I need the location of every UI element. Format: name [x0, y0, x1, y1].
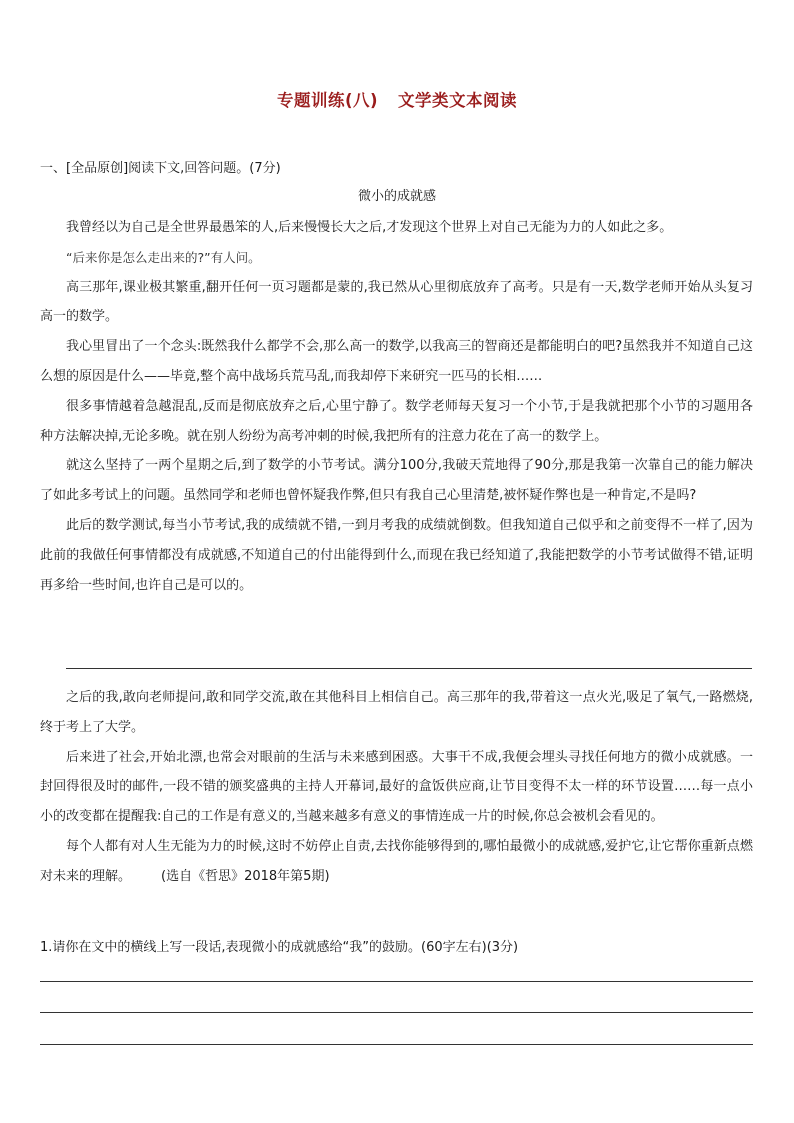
passage-block-1 — [40, 213, 753, 600]
paragraph-6: 就这么坚持了一两个星期之后,到了数学的小节考试。满分100分,我破天荒地得了90分,那是我第一次靠自己的能力解决了如此多考试上的问题。虽然同学和老师也曾怀疑我作弊,但只有我自己心里清楚,被怀疑作弊也是一种肯定,不是吗? — [40, 458, 753, 504]
answer-line-3[interactable] — [40, 1044, 753, 1045]
source-citation: (选自《哲思》2018年第5期) — [161, 868, 330, 884]
paragraph-10 — [40, 832, 753, 892]
title-part-1: 专题训练(八) — [276, 91, 379, 110]
paragraph-2: “后来你是怎么走出来的?”有人问。 — [66, 249, 261, 265]
passage-title: 微小的成就感 — [357, 189, 436, 204]
paragraph-4: 我心里冒出了一个念头:既然我什么都学不会,那么高一的数学,以我高三的智商还是都能明白的吧?虽然我并不知道自己这么想的原因是什么——毕竟,整个高中战场兵荒马乱,而我却停下来研究一匹马的长相…… — [40, 339, 753, 384]
paragraph-9: 后来进了社会,开始北漂,也常会对眼前的生活与未来感到困惑。大事干不成,我便会埋头寻找任何地方的微小成就感。一封回得很及时的邮件,一段不错的颁奖盛典的主持人开幕词,最好的盒饭供应商,让节目变得不太一样的环节设置……每一点小小的改变都在提醒我:自己的工作是有意义的,当越来越多有意义的事情连成一片的时候,你总会被机会看见的。 — [40, 749, 753, 825]
paragraph-7: 此后的数学测试,每当小节考试,我的成绩就不错,一到月考我的成绩就倒数。但我知道自己似乎和之前变得不一样了,因为此前的我做任何事情都没有成就感,不知道自己的付出能得到什么,而现在我已经知道了,我能把数学的小节考试做得不错,证明再多给一些时间,也许自己是可以的。 — [40, 517, 753, 593]
paragraph-1: 我曾经以为自己是全世界最愚笨的人,后来慢慢长大之后,才发现这个世界上对自己无能为力的人如此之多。 — [66, 220, 673, 235]
paragraph-5: 很多事情越着急越混乱,反而是彻底放弃之后,心里宁静了。数学老师每天复习一个小节,于是我就把那个小节的习题用各种方法解决掉,无论多晚。就在别人纷纷为高考冲刺的时候,我把所有的注意力花在了高一的数学上。 — [40, 398, 753, 444]
fill-in-blank-line[interactable] — [66, 668, 752, 669]
answer-line-1[interactable] — [40, 981, 753, 982]
paragraph-3: 高三那年,课业极其繁重,翻开任何一页习题都是蒙的,我已然从心里彻底放弃了高考。只是有一天,数学老师开始从头复习高一的数学。 — [40, 279, 753, 325]
question-1: 1.请你在文中的横线上写一段话,表现微小的成就感给“我”的鼓励。(60字左右)(3分) — [40, 940, 519, 955]
title-part-2: 文学类文本阅读 — [398, 91, 518, 110]
passage-block-2 — [40, 683, 753, 892]
paragraph-10-text: 每个人都有对人生无能为力的时候,这时不妨停止自责,去找你能够得到的,哪怕最微小的成就感,爱护它,让它帮你重新点燃对未来的理解。 — [40, 838, 753, 884]
section-heading: 一、[全品原创]阅读下文,回答问题。(7分) — [40, 161, 281, 176]
answer-line-2[interactable] — [40, 1012, 753, 1013]
page-title — [0, 87, 794, 111]
paragraph-8: 之后的我,敢向老师提问,敢和同学交流,敢在其他科目上相信自己。高三那年的我,带着这一点火光,吸足了氧气,一路燃烧,终于考上了大学。 — [40, 690, 753, 735]
